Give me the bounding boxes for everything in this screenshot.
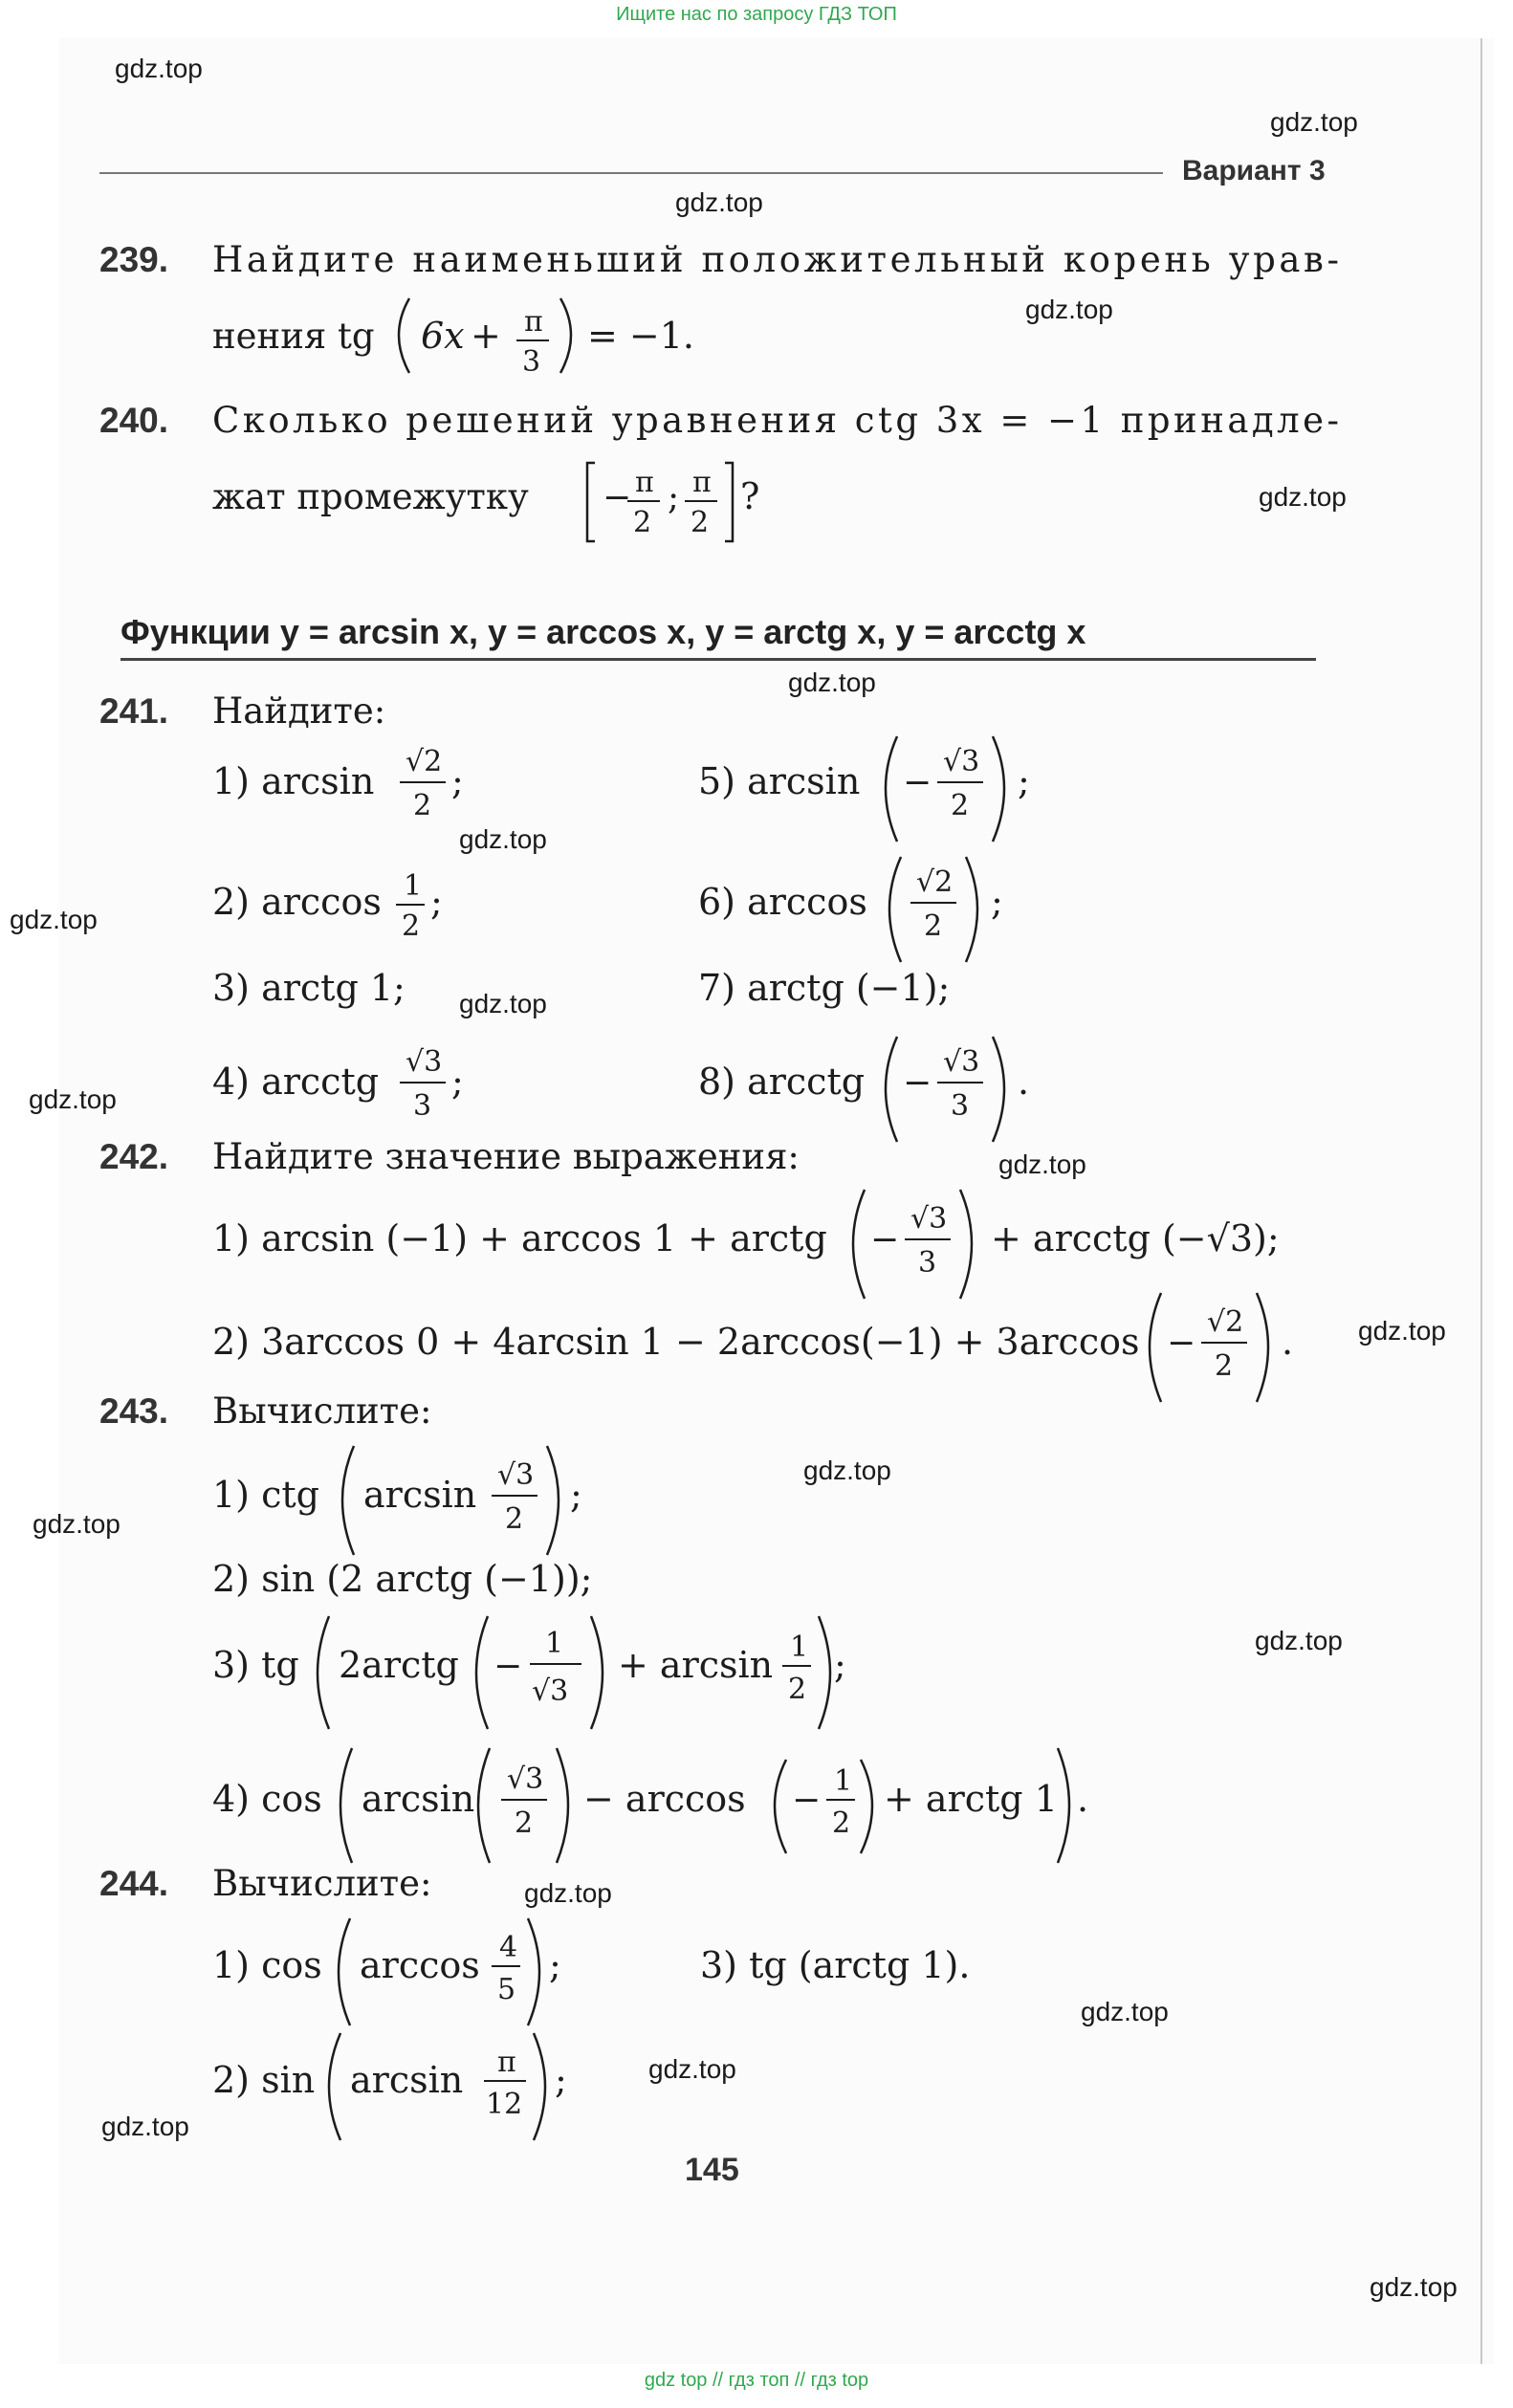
svg-text:√3: √3 (507, 1762, 544, 1796)
svg-text:6x: 6x (421, 315, 465, 357)
problem-text: нения tg (212, 316, 375, 357)
svg-text:arcsin: arcsin (363, 1474, 477, 1516)
watermark: gdz.top (675, 187, 763, 217)
top-banner[interactable]: Ищите нас по запросу ГДЗ ТОП (616, 4, 897, 25)
svg-text:3) arctg 1;: 3) arctg 1; (212, 967, 406, 1009)
svg-text:√2: √2 (916, 865, 954, 899)
svg-text:1: 1 (790, 1631, 809, 1664)
svg-text:2) sin (2 arctg (−1));: 2) sin (2 arctg (−1)); (212, 1558, 593, 1600)
problem-title: Найдите значение выражения: (212, 1136, 800, 1177)
svg-text:;: ; (1018, 760, 1030, 802)
watermark: gdz.top (1358, 1316, 1446, 1346)
svg-text:8) arcctg: 8) arcctg (698, 1061, 866, 1103)
svg-text:2: 2 (505, 1502, 524, 1536)
page-number: 145 (685, 2152, 739, 2188)
footer-links[interactable]: gdz top // гдз топ // гдз top (644, 2370, 869, 2391)
problem-number: 243. (99, 1391, 169, 1431)
watermark: gdz.top (459, 989, 547, 1018)
svg-text:π: π (497, 2046, 516, 2079)
svg-text:arccos: arccos (360, 1944, 480, 1986)
svg-text:;: ; (991, 881, 1003, 923)
watermark: gdz.top (1259, 482, 1347, 512)
svg-text:−: − (493, 1647, 523, 1686)
problem-text: Сколько решений уравнения ctg 3x = −1 принадле- (212, 400, 1339, 441)
svg-text:1) arcsin (−1) + arccos 1 + ar: 1) arcsin (−1) + arccos 1 + arctg (212, 1217, 827, 1259)
svg-text:√3: √3 (943, 745, 980, 778)
svg-text:7) arctg (−1);: 7) arctg (−1); (698, 967, 951, 1009)
svg-text:−: − (1167, 1324, 1196, 1363)
svg-text:−: − (603, 478, 632, 517)
svg-text:3: 3 (522, 345, 541, 379)
watermark: gdz.top (1025, 295, 1113, 324)
svg-text:;: ; (451, 1061, 464, 1103)
svg-text:12: 12 (486, 2088, 523, 2121)
problem-title: Найдите: (212, 690, 386, 732)
svg-text:√3: √3 (532, 1675, 569, 1708)
svg-text:√3: √3 (943, 1045, 980, 1079)
watermark: gdz.top (788, 668, 876, 697)
svg-text:.: . (1018, 1061, 1030, 1103)
svg-text:3) tg: 3) tg (212, 1644, 299, 1686)
svg-text:−: − (792, 1781, 822, 1820)
watermark: gdz.top (1081, 1997, 1169, 2026)
svg-text:1) arcsin: 1) arcsin (212, 760, 375, 802)
watermark: gdz.top (1255, 1626, 1343, 1655)
svg-text:;: ; (549, 1944, 561, 1986)
svg-text:√3: √3 (406, 1045, 443, 1079)
svg-text:+ arcctg (−√3);: + arcctg (−√3); (991, 1217, 1280, 1259)
problem-number: 244. (99, 1864, 169, 1903)
svg-text:2: 2 (691, 506, 710, 539)
svg-text:1: 1 (834, 1764, 853, 1798)
svg-text:.: . (1077, 1778, 1089, 1820)
svg-text:−: − (870, 1220, 900, 1259)
svg-text:3) tg (arctg 1).: 3) tg (arctg 1). (700, 1944, 971, 1986)
problem-text: Найдите наименьший положительный корень урав- (212, 239, 1339, 280)
svg-text:3: 3 (918, 1246, 937, 1280)
svg-text:√2: √2 (1207, 1305, 1244, 1339)
problem-number: 242. (99, 1137, 169, 1176)
svg-text:π: π (524, 305, 543, 339)
svg-text:2: 2 (924, 909, 943, 943)
svg-text:− arccos: − arccos (583, 1778, 746, 1820)
svg-text:1) cos: 1) cos (212, 1944, 322, 1986)
svg-text:1: 1 (404, 869, 423, 903)
svg-text:2: 2 (413, 789, 432, 822)
svg-text:5) arcsin: 5) arcsin (698, 760, 861, 802)
svg-text:4: 4 (499, 1931, 518, 1964)
svg-text:5: 5 (497, 1973, 516, 2006)
svg-text:2: 2 (951, 789, 970, 822)
svg-text:2) 3arccos 0 + 4arcsin 1 − 2ar: 2) 3arccos 0 + 4arcsin 1 − 2arccos(−1) + 3arccos (212, 1321, 1140, 1363)
watermark: gdz.top (33, 1509, 121, 1539)
problem-number: 239. (99, 240, 169, 279)
problem-title: Вычислите: (212, 1863, 432, 1904)
svg-text:√2: √2 (406, 745, 443, 778)
variant-header: Вариант 3 (1182, 155, 1326, 186)
svg-text:2: 2 (515, 1806, 534, 1840)
watermark: gdz.top (459, 824, 547, 854)
svg-text:π: π (635, 466, 654, 499)
svg-text:+ arcsin: + arcsin (618, 1644, 774, 1686)
svg-text:;: ; (570, 1474, 582, 1516)
watermark: gdz.top (524, 1878, 612, 1908)
svg-text:π: π (692, 466, 712, 499)
svg-text:1: 1 (545, 1627, 564, 1660)
svg-text:arcsin: arcsin (362, 1778, 475, 1820)
svg-text:2) arccos: 2) arccos (212, 881, 382, 923)
svg-text:arcsin: arcsin (350, 2059, 464, 2101)
svg-text:= −1.: = −1. (587, 315, 695, 357)
watermark: gdz.top (803, 1456, 891, 1485)
problem-number: 240. (99, 401, 169, 440)
watermark: gdz.top (1270, 107, 1358, 137)
svg-text:2: 2 (633, 506, 652, 539)
svg-text:1) ctg: 1) ctg (212, 1474, 319, 1516)
svg-text:.: . (1282, 1321, 1294, 1363)
svg-text:;: ; (668, 478, 680, 517)
problem-text: жат промежутку (212, 476, 529, 517)
watermark: gdz.top (29, 1084, 117, 1114)
svg-text:−: − (903, 763, 932, 802)
problem-number: 241. (99, 691, 169, 731)
svg-text:√3: √3 (497, 1458, 535, 1492)
svg-text:2: 2 (402, 909, 421, 943)
watermark: gdz.top (1370, 2272, 1458, 2302)
svg-text:√3: √3 (910, 1202, 948, 1236)
svg-text:;: ; (555, 2059, 567, 2101)
svg-text:2: 2 (788, 1673, 807, 1706)
svg-text:3: 3 (951, 1089, 970, 1123)
watermark: gdz.top (101, 2112, 189, 2141)
watermark: gdz.top (10, 905, 98, 934)
svg-text:2) sin: 2) sin (212, 2059, 316, 2101)
problem-title: Вычислите: (212, 1390, 432, 1432)
svg-text:;: ; (451, 760, 464, 802)
svg-text:2: 2 (1215, 1349, 1234, 1383)
svg-text:;: ; (834, 1644, 846, 1686)
svg-text:+: + (471, 315, 501, 357)
svg-text:4) arcctg: 4) arcctg (212, 1061, 380, 1103)
svg-text:3: 3 (413, 1089, 432, 1123)
watermark: gdz.top (115, 54, 203, 83)
svg-text:6) arccos: 6) arccos (698, 881, 867, 923)
svg-text:2: 2 (832, 1806, 851, 1840)
watermark: gdz.top (648, 2054, 736, 2084)
svg-text:;: ; (430, 881, 443, 923)
watermark: gdz.top (998, 1149, 1086, 1179)
svg-text:2arctg: 2arctg (339, 1644, 459, 1686)
svg-text:?: ? (740, 475, 760, 517)
svg-text:−: − (903, 1063, 932, 1103)
svg-text:+ arctg 1: + arctg 1 (884, 1778, 1058, 1820)
svg-text:4) cos: 4) cos (212, 1778, 322, 1820)
section-title: Функции y = arcsin x, y = arccos x, y = arctg x, y = arcctg x (121, 612, 1086, 651)
